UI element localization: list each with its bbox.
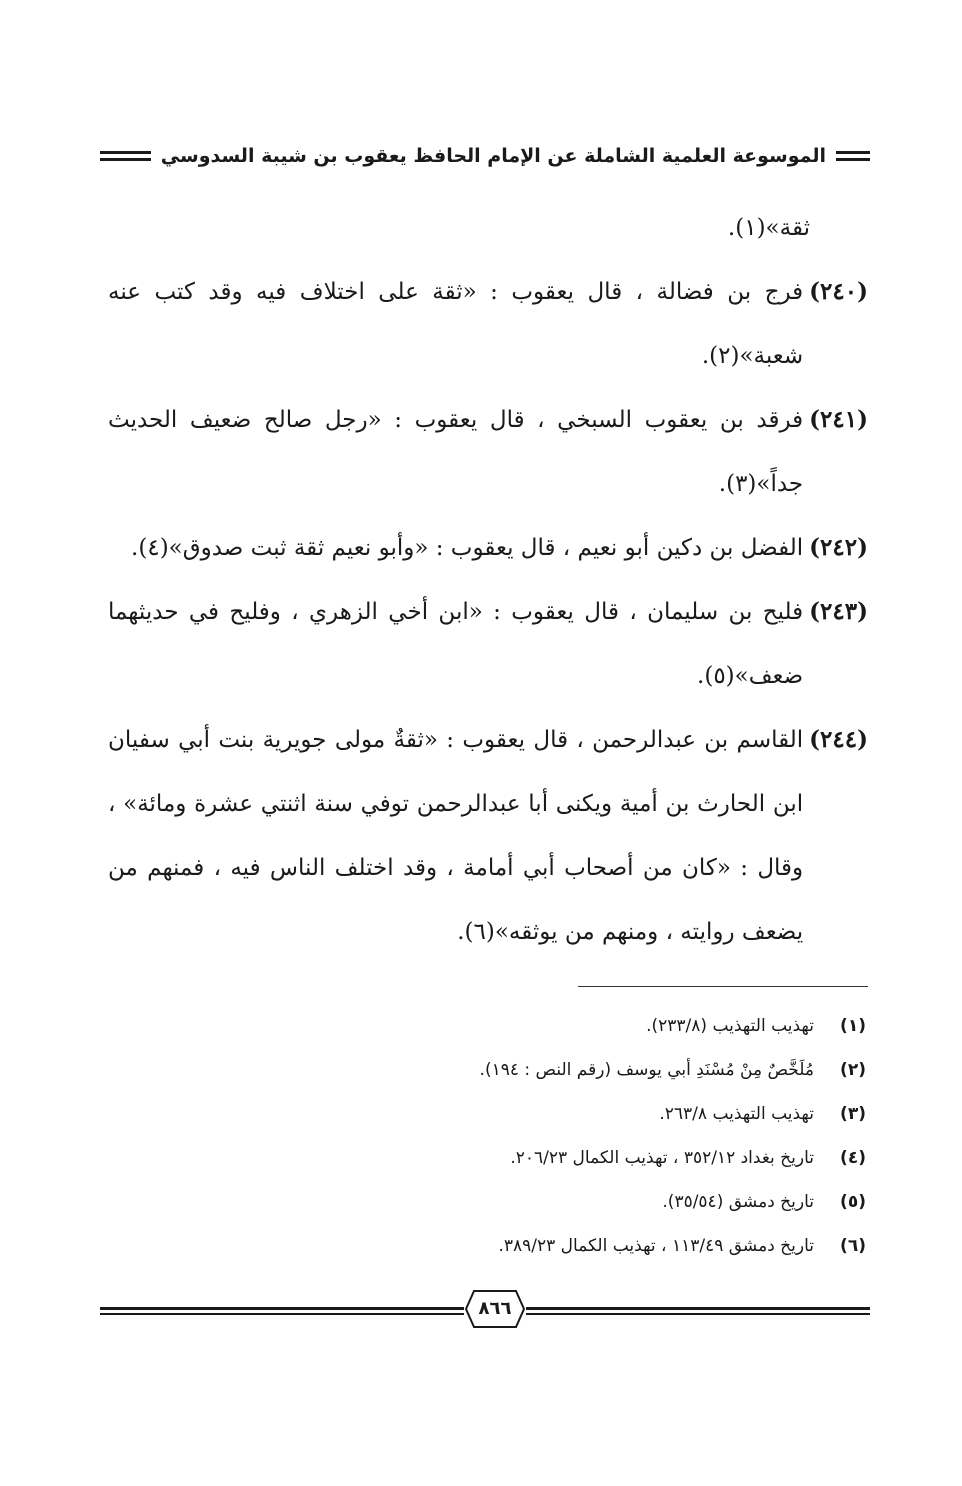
footnote-text: تهذيب التهذيب (٢٣٣/٨). [646,1016,814,1036]
header-rule-right [836,147,870,165]
footnotes-list [300,1004,866,1268]
footnote-number: (٢) [840,1060,866,1080]
footnote-number: (٤) [840,1148,866,1168]
entry-240 [108,260,868,388]
entry-text: فرج بن فضالة ، قال يعقوب : «ثقة على اختلاف فيه وقد كتب عنه شعبة»(٢). [108,279,804,369]
footnote [300,1180,866,1224]
entry-243 [108,580,868,708]
page-number-frame [464,1288,526,1330]
entry-241 [108,388,868,516]
entry-text: فليح بن سليمان ، قال يعقوب : «ابن أخي الزهري ، وفليح في حديثهما ضعف»(٥). [108,599,804,689]
entry-continuation [108,196,868,260]
entry-number: (٢٤٢) [809,534,868,561]
footnote [300,1136,866,1180]
entries-list [108,196,868,964]
page-footer [100,1282,870,1342]
footnote-number: (٥) [840,1192,866,1212]
entry-text: فرقد بن يعقوب السبخي ، قال يعقوب : «رجل صالح ضعيف الحديث جداً»(٣). [108,407,804,497]
footnote [300,1224,866,1268]
page-number: ٨٦٦ [478,1298,512,1319]
footnote-text: تاريخ بغداد ٣٥٢/١٢ ، تهذيب الكمال ٢٠٦/٢٣. [510,1148,814,1168]
header-title: الموسوعة العلمية الشاملة عن الإمام الحافظ يعقوب بن شيبة السدوسي [160,145,826,167]
entry-text: الفضل بن دكين أبو نعيم ، قال يعقوب : «وأبو نعيم ثقة ثبت صدوق»(٤). [131,535,804,561]
footnote-text: تاريخ دمشق ١١٣/٤٩ ، تهذيب الكمال ٣٨٩/٢٣. [498,1236,814,1256]
entry-number [810,196,868,260]
entry-number: (٢٤١) [809,406,868,433]
footnote [300,1004,866,1048]
footnote-text: تهذيب التهذيب ٢٦٣/٨. [659,1104,814,1124]
entry-242 [108,516,868,580]
footnote-number: (١) [840,1016,866,1036]
footnote [300,1048,866,1092]
entry-number: (٢٤٣) [809,598,868,625]
footnote-number: (٣) [840,1104,866,1124]
entry-text: ثقة»(١). [727,215,810,241]
entry-number: (٢٤٠) [809,278,868,305]
footnote-separator [578,986,868,987]
entry-number: (٢٤٤) [809,726,868,753]
entry-244 [108,708,868,964]
footnote-number: (٦) [840,1236,866,1256]
footnote-text: مُلَخَّصٌ مِنْ مُسْنَدِ أبي يوسف (رقم النص : ١٩٤). [479,1060,814,1080]
footnote [300,1092,866,1136]
header-rule-left [100,147,151,165]
footnote-text: تاريخ دمشق (٣٥/٥٤). [662,1192,814,1212]
running-header [100,136,870,176]
entry-text: القاسم بن عبدالرحمن ، قال يعقوب : «ثقةٌ مولى جويرية بنت أبي سفيان ابن الحارث بن أمية ويكنى أبا عبدالرحمن توفي سنة اثنتي عشرة ومائة» ، وقال : «كان من أصحاب أبي أمامة ، وقد اختلف الناس فيه ، فمنهم من يضعف روايته ، ومنهم من يوثقه»(٦). [108,727,804,945]
